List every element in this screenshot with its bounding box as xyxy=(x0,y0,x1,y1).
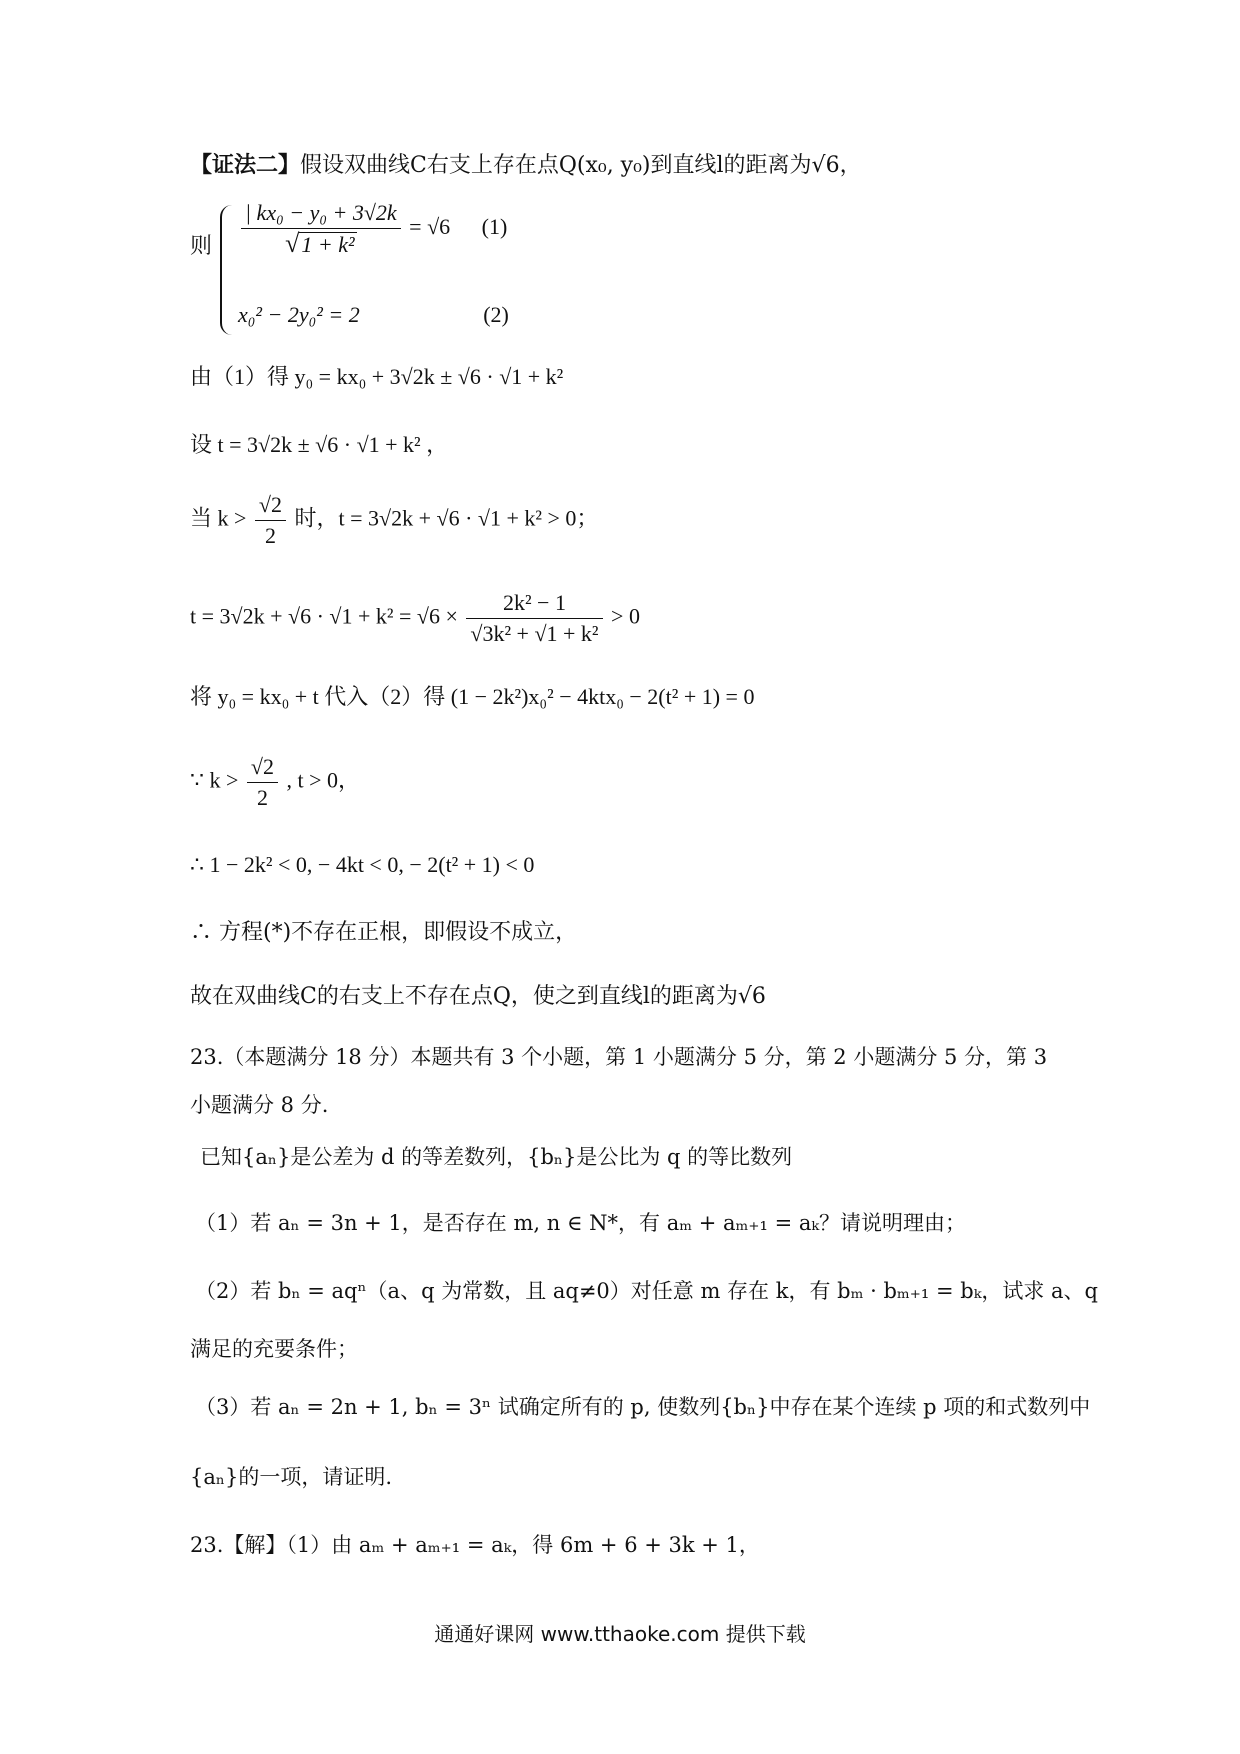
eq1-tag: (1) xyxy=(481,214,508,240)
proof2-intro-line xyxy=(190,150,862,181)
eq1-fraction: $\frac{\text{| kx₀ − y₀ + 3√2k}}{\text{√1 + k²}}$ xyxy=(241,198,401,260)
line-because xyxy=(190,752,360,813)
eq1-rhs: = √6 xyxy=(409,214,451,240)
proof2-title: 【证法二】 xyxy=(190,152,301,178)
equation-2 xyxy=(238,300,509,330)
system-label: 则 xyxy=(190,234,213,259)
line-therefore-1: ∴ 1 − 2k² < 0, − 4kt < 0, − 2(t² + 1) < 0 xyxy=(190,852,535,877)
t-lhs: t = 3√2k + √6 · √1 + k² = √6 × xyxy=(190,603,458,629)
equation-1 xyxy=(238,198,507,260)
line-from-1: 由（1）得 y₀ = kx₀ + 3√2k ± √6 · √1 + k² xyxy=(190,364,564,389)
q23-header-1: 23.（本题满分 18 分）本题共有 3 个小题，第 1 小题满分 5 分，第 2 小题满分 5 分，第 3 xyxy=(190,1045,1048,1069)
q23-part-2a: （2）若 bₙ = aqⁿ（a、q 为常数，且 aq≠0）对任意 m 存在 k，有 bₘ · bₘ₊₁ = bₖ，试求 a、q xyxy=(195,1279,1098,1303)
t-fraction xyxy=(466,588,602,649)
eq2-expr: x₀² − 2y₀² = 2 xyxy=(238,302,360,327)
because-num: √2 xyxy=(247,752,278,783)
eq1-denominator: 1 + k² xyxy=(301,232,355,257)
t-num: 2k² − 1 xyxy=(466,588,602,619)
proof2-intro: 假设双曲线C右支上存在点Q(x₀, y₀)到直线l的距离为√6， xyxy=(300,153,862,178)
because-fraction xyxy=(247,752,278,813)
line-t-expression xyxy=(190,588,640,649)
system-brace xyxy=(220,205,236,335)
page-footer: 通通好课网 www.tthaoke.com 提供下载 xyxy=(434,1622,806,1646)
eq1-numerator: | kx₀ − y₀ + 3√2k xyxy=(241,198,401,229)
line-conclusion: 故在双曲线C的右支上不存在点Q，使之到直线l的距离为√6 xyxy=(190,984,766,1009)
because-pre: ∵ k > xyxy=(190,767,239,793)
when-post: 时，t = 3√2k + √6 · √1 + k² > 0； xyxy=(294,505,599,531)
line-when xyxy=(190,490,598,551)
line-therefore-2: ∴ 方程(*)不存在正根，即假设不成立， xyxy=(190,920,578,945)
q23-given: 已知{aₙ}是公差为 d 的等差数列，{bₙ}是公比为 q 的等比数列 xyxy=(200,1145,793,1169)
q23-part-2b: 满足的充要条件； xyxy=(190,1337,358,1361)
because-den: 2 xyxy=(256,785,268,810)
q23-part-3b: {aₙ}的一项，请证明. xyxy=(190,1465,393,1489)
when-num: √2 xyxy=(255,490,286,521)
because-post: , t > 0， xyxy=(286,767,361,793)
q23-header-2: 小题满分 8 分. xyxy=(190,1093,329,1117)
q23-solution: 23.【解】（1）由 aₘ + aₘ₊₁ = aₖ，得 6m + 6 + 3k + 1， xyxy=(190,1533,760,1557)
q23-part-1: （1）若 aₙ = 3n + 1，是否存在 m, n ∈ N*，有 aₘ + aₘ₊₁ = aₖ？请说明理由； xyxy=(195,1211,967,1235)
line-set-t: 设 t = 3√2k ± √6 · √1 + k² ， xyxy=(190,432,449,457)
line-substitute: 将 y₀ = kx₀ + t 代入（2）得 (1 − 2k²)x₀² − 4ktx₀ − 2(t² + 1) = 0 xyxy=(190,684,755,709)
when-den: 2 xyxy=(264,523,276,548)
eq2-tag: (2) xyxy=(483,302,509,327)
t-rhs: > 0 xyxy=(611,603,640,629)
when-pre: 当 k > xyxy=(190,505,247,531)
q23-part-3a: （3）若 aₙ = 2n + 1, bₙ = 3ⁿ 试确定所有的 p, 使数列{bₙ}中存在某个连续 p 项的和式数列中 xyxy=(195,1395,1091,1419)
when-fraction xyxy=(255,490,286,551)
t-den: √3k² + √1 + k² xyxy=(470,621,599,646)
